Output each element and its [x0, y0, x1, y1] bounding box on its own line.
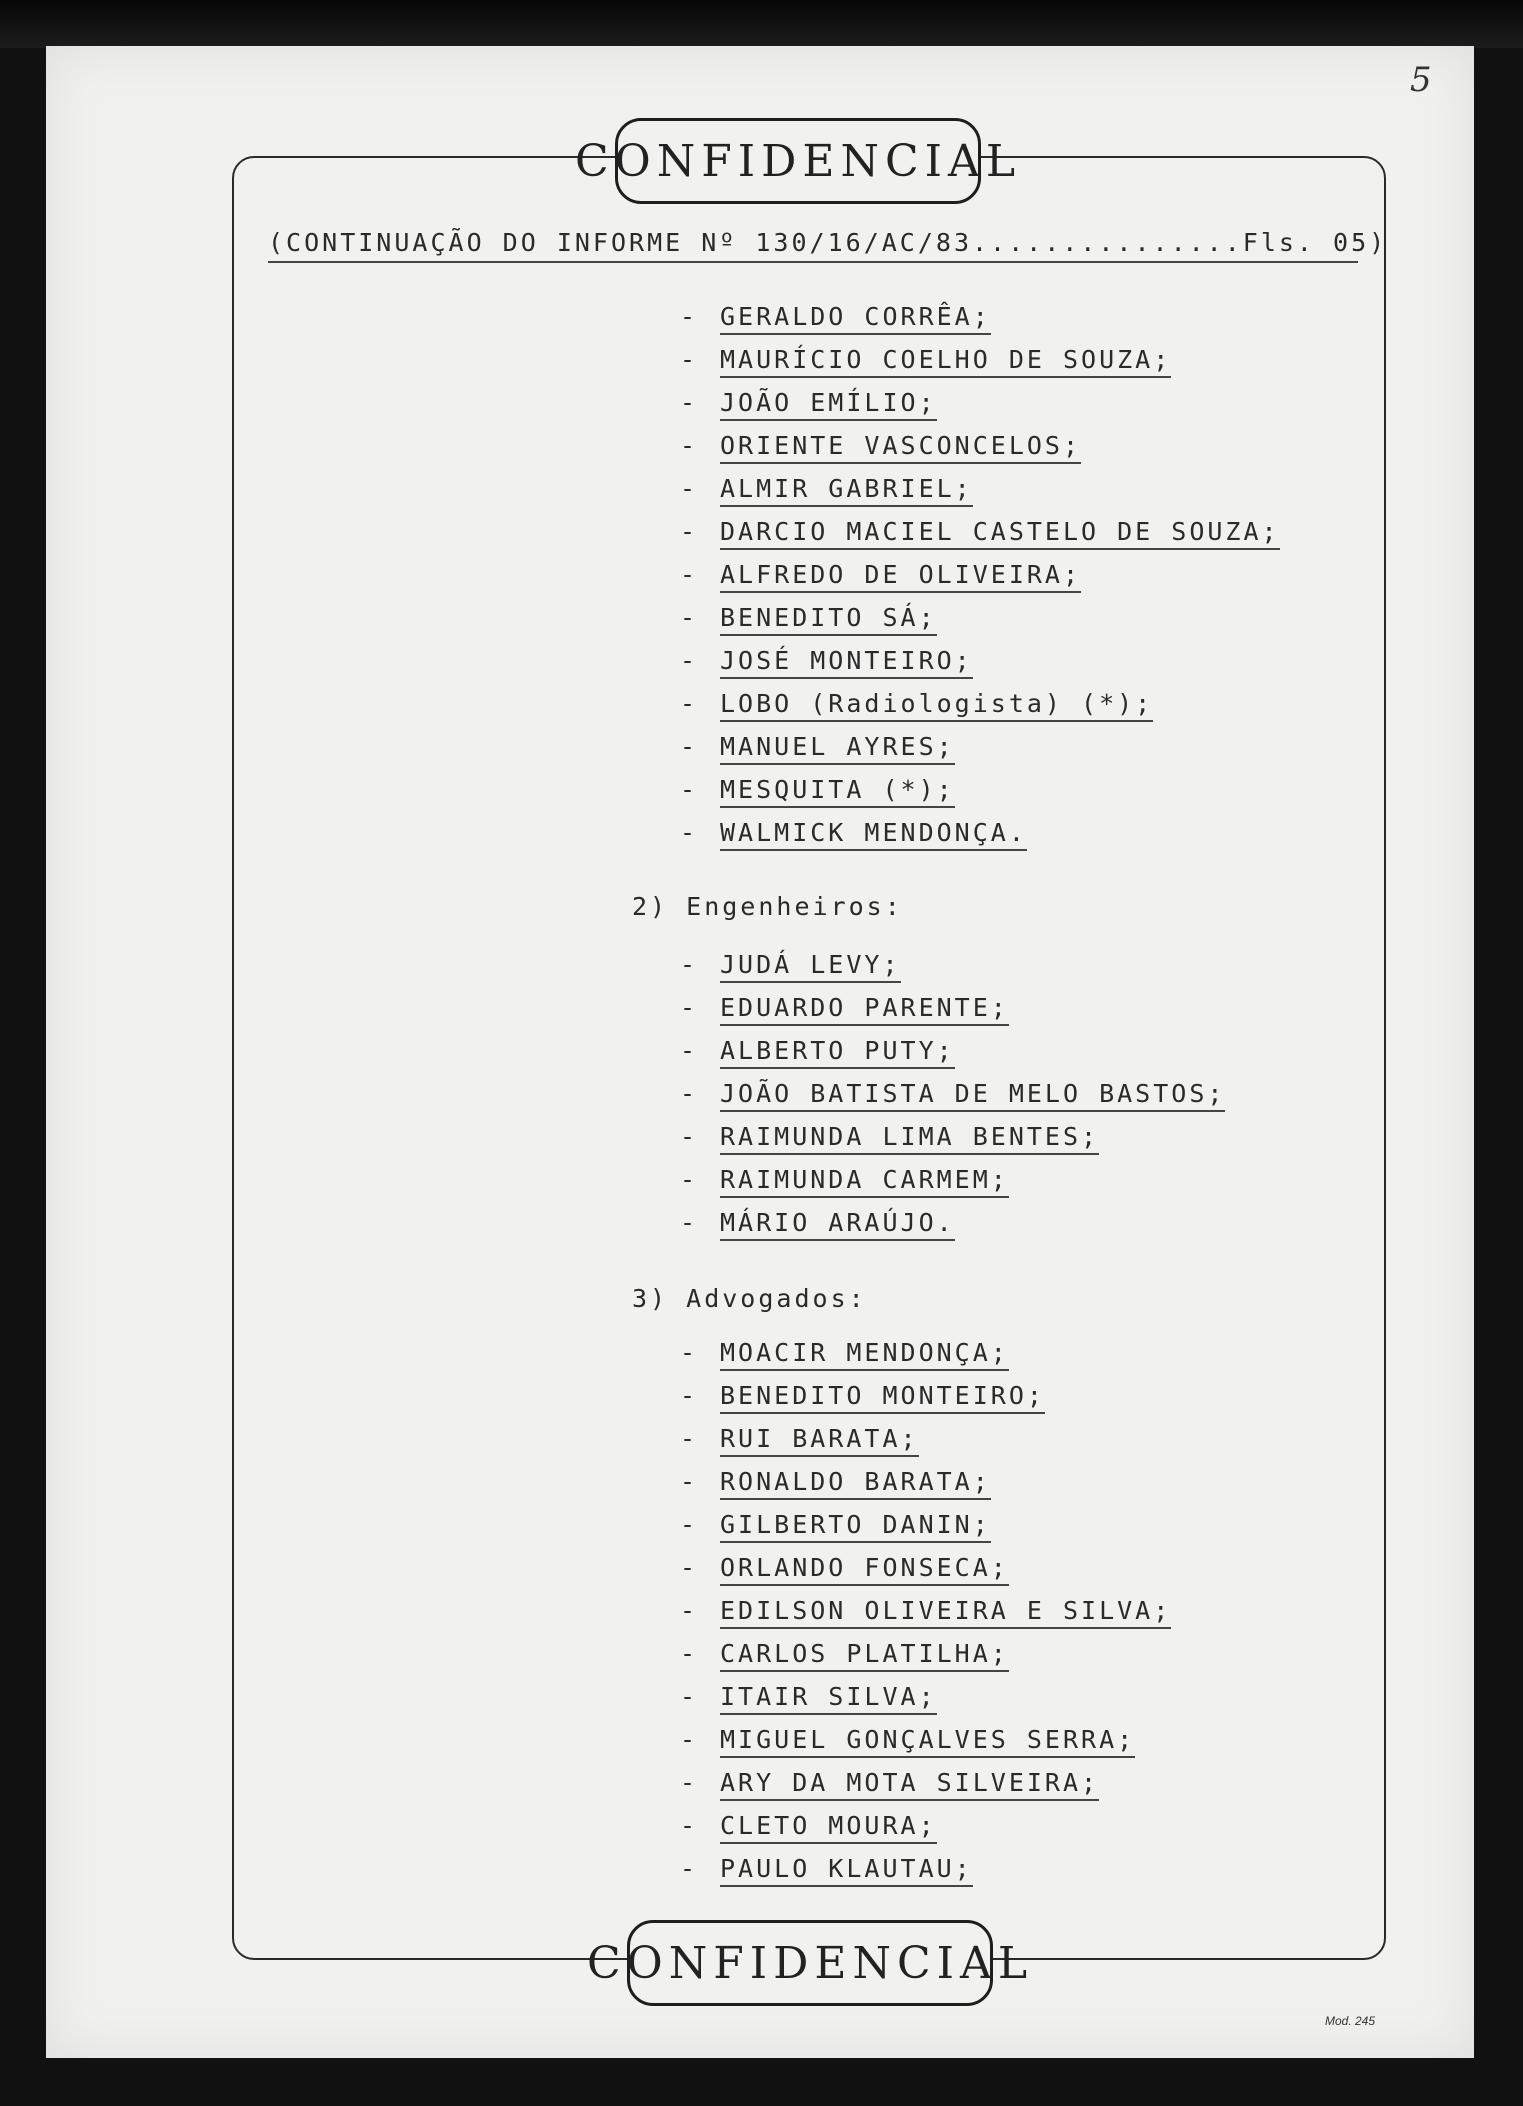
- list-item: - GILBERTO DANIN;: [680, 1510, 1171, 1553]
- list-item: - JOSÉ MONTEIRO;: [680, 646, 1280, 689]
- list-item: - PAULO KLAUTAU;: [680, 1854, 1171, 1897]
- report-header: (CONTINUAÇÃO DO INFORME Nº 130/16/AC/83...............Fls. 05): [268, 228, 1358, 263]
- section1-names-list: [680, 302, 1280, 861]
- section-heading-engineers: 2) Engenheiros:: [632, 892, 903, 921]
- list-item: - RUI BARATA;: [680, 1424, 1171, 1467]
- scan-edge-top: [0, 0, 1523, 48]
- list-item: - EDILSON OLIVEIRA E SILVA;: [680, 1596, 1171, 1639]
- list-item: - RAIMUNDA CARMEM;: [680, 1165, 1225, 1208]
- list-item: - CARLOS PLATILHA;: [680, 1639, 1171, 1682]
- lawyers-list: [680, 1338, 1171, 1897]
- list-item: - JOÃO BATISTA DE MELO BASTOS;: [680, 1079, 1225, 1122]
- list-item: - JOÃO EMÍLIO;: [680, 388, 1280, 431]
- list-item: - ALMIR GABRIEL;: [680, 474, 1280, 517]
- list-item: - MÁRIO ARAÚJO.: [680, 1208, 1225, 1251]
- list-item: - CLETO MOURA;: [680, 1811, 1171, 1854]
- page-number: 5: [1410, 60, 1432, 100]
- list-item: - RAIMUNDA LIMA BENTES;: [680, 1122, 1225, 1165]
- list-item: - LOBO (Radiologista) (*);: [680, 689, 1280, 732]
- list-item: - BENEDITO SÁ;: [680, 603, 1280, 646]
- form-code: Mod. 245: [1325, 2014, 1376, 2028]
- list-item: - EDUARDO PARENTE;: [680, 993, 1225, 1036]
- confidential-stamp-bottom: CONFIDENCIAL: [627, 1920, 993, 2006]
- engineers-list: [680, 950, 1225, 1251]
- list-item: - MOACIR MENDONÇA;: [680, 1338, 1171, 1381]
- list-item: - JUDÁ LEVY;: [680, 950, 1225, 993]
- list-item: - ORLANDO FONSECA;: [680, 1553, 1171, 1596]
- list-item: - ALFREDO DE OLIVEIRA;: [680, 560, 1280, 603]
- list-item: - WALMICK MENDONÇA.: [680, 818, 1280, 861]
- list-item: - ALBERTO PUTY;: [680, 1036, 1225, 1079]
- list-item: - ORIENTE VASCONCELOS;: [680, 431, 1280, 474]
- list-item: - ARY DA MOTA SILVEIRA;: [680, 1768, 1171, 1811]
- confidential-stamp-top: CONFIDENCIAL: [615, 118, 981, 204]
- list-item: - GERALDO CORRÊA;: [680, 302, 1280, 345]
- list-item: - MAURÍCIO COELHO DE SOUZA;: [680, 345, 1280, 388]
- list-item: - MESQUITA (*);: [680, 775, 1280, 818]
- list-item: - ITAIR SILVA;: [680, 1682, 1171, 1725]
- section-heading-lawyers: 3) Advogados:: [632, 1284, 867, 1313]
- list-item: - MIGUEL GONÇALVES SERRA;: [680, 1725, 1171, 1768]
- list-item: - RONALDO BARATA;: [680, 1467, 1171, 1510]
- list-item: - DARCIO MACIEL CASTELO DE SOUZA;: [680, 517, 1280, 560]
- list-item: - MANUEL AYRES;: [680, 732, 1280, 775]
- list-item: - BENEDITO MONTEIRO;: [680, 1381, 1171, 1424]
